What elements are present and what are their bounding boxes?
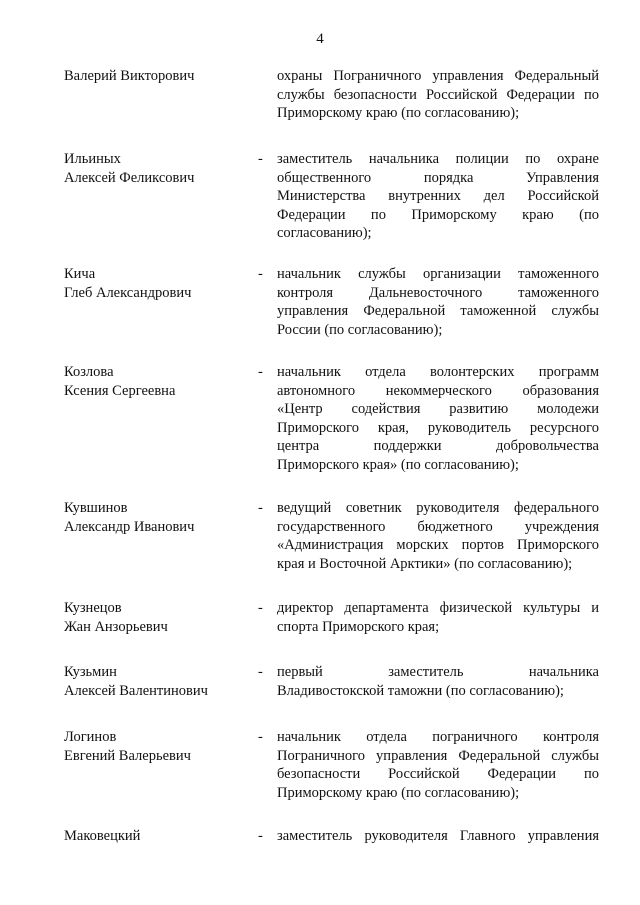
position-line: заместитель начальника полиции по охране: [277, 151, 599, 167]
member-name-line: Евгений Валерьевич: [64, 747, 191, 764]
position-line: России (по согласованию);: [277, 321, 443, 338]
member-position: [277, 150, 599, 243]
member-name-line: Логинов: [64, 729, 117, 745]
member-position: [277, 827, 599, 846]
member-name: [64, 67, 244, 86]
position-line: заместитель руководителя Главного управления: [277, 828, 599, 844]
member-position: [277, 67, 599, 123]
member-name-line: Козлова: [64, 364, 114, 380]
member-name: [64, 150, 244, 187]
position-line: «Центр содействия развитию молодежи: [277, 401, 599, 417]
member-position: [277, 728, 599, 802]
position-line: общественного порядка Управления: [277, 169, 599, 186]
position-line: Приморского края, руководитель ресурсного: [277, 419, 599, 436]
position-line: службы безопасности Российской Федерации по: [277, 86, 599, 103]
member-name: [64, 363, 244, 400]
member-name-line: Валерий Викторович: [64, 68, 195, 84]
position-line: первый заместитель начальника: [277, 664, 599, 680]
list-dash: -: [258, 664, 263, 680]
position-line: Приморскому краю (по согласованию);: [277, 784, 520, 801]
position-line: автономного некоммерческого образования: [277, 382, 599, 399]
position-line: начальник отдела волонтерских программ: [277, 364, 599, 380]
position-line: Министерства внутренних дел Российской: [277, 188, 599, 204]
list-dash: -: [258, 500, 263, 516]
member-position: [277, 599, 599, 636]
member-name-line: Кувшинов: [64, 500, 128, 516]
position-line: государственного бюджетного учреждения: [277, 518, 599, 535]
list-dash: -: [258, 266, 263, 282]
position-line: управления Федеральной таможенной службы: [277, 303, 599, 319]
position-line: контроля Дальневосточного таможенного: [277, 284, 599, 301]
member-position: [277, 663, 599, 700]
member-name-line: Ильиных: [64, 151, 121, 167]
position-line: «Администрация морских портов Приморского: [277, 537, 599, 553]
member-name: [64, 599, 244, 636]
member-name-line: Кузьмин: [64, 664, 117, 680]
position-line: директор департамента физической культуры и: [277, 600, 599, 616]
member-name: [64, 827, 244, 846]
position-line: безопасности Российской Федерации по: [277, 766, 599, 782]
position-line: Пограничного управления Федеральной службы: [277, 747, 599, 764]
member-name-line: Кича: [64, 266, 96, 282]
member-name: [64, 265, 244, 302]
position-line: ведущий советник руководителя федерального: [277, 500, 599, 516]
position-line: начальник отдела пограничного контроля: [277, 729, 599, 745]
member-position: [277, 363, 599, 474]
list-dash: -: [258, 729, 263, 745]
member-name-line: Ксения Сергеевна: [64, 382, 176, 399]
position-line: Приморского края» (по согласованию);: [277, 456, 519, 473]
member-name: [64, 728, 244, 765]
list-dash: -: [258, 600, 263, 616]
member-position: [277, 265, 599, 339]
position-line: края и Восточной Арктики» (по согласованию);: [277, 555, 573, 572]
list-dash: -: [258, 828, 263, 844]
member-name-line: Алексей Феликсович: [64, 169, 195, 186]
position-line: начальник службы организации таможенного: [277, 266, 599, 282]
member-name-line: Глеб Александрович: [64, 284, 192, 301]
position-line: охраны Пограничного управления Федеральный: [277, 68, 599, 84]
member-name-line: Жан Анзорьевич: [64, 618, 168, 635]
member-name-line: Кузнецов: [64, 600, 122, 616]
list-dash: -: [258, 151, 263, 167]
list-dash: -: [258, 364, 263, 380]
member-name-line: Александр Иванович: [64, 518, 195, 535]
member-position: [277, 499, 599, 573]
position-line: Федерации по Приморскому краю (по: [277, 206, 599, 223]
member-name-line: Маковецкий: [64, 828, 141, 844]
member-name-line: Алексей Валентинович: [64, 682, 208, 699]
position-line: Владивостокской таможни (по согласованию);: [277, 682, 564, 699]
member-name: [64, 663, 244, 700]
position-line: согласованию);: [277, 225, 372, 241]
member-name: [64, 499, 244, 536]
position-line: Приморскому краю (по согласованию);: [277, 105, 520, 121]
position-line: центра поддержки добровольчества: [277, 438, 599, 454]
position-line: спорта Приморского края;: [277, 618, 440, 635]
page-number: 4: [316, 31, 324, 47]
